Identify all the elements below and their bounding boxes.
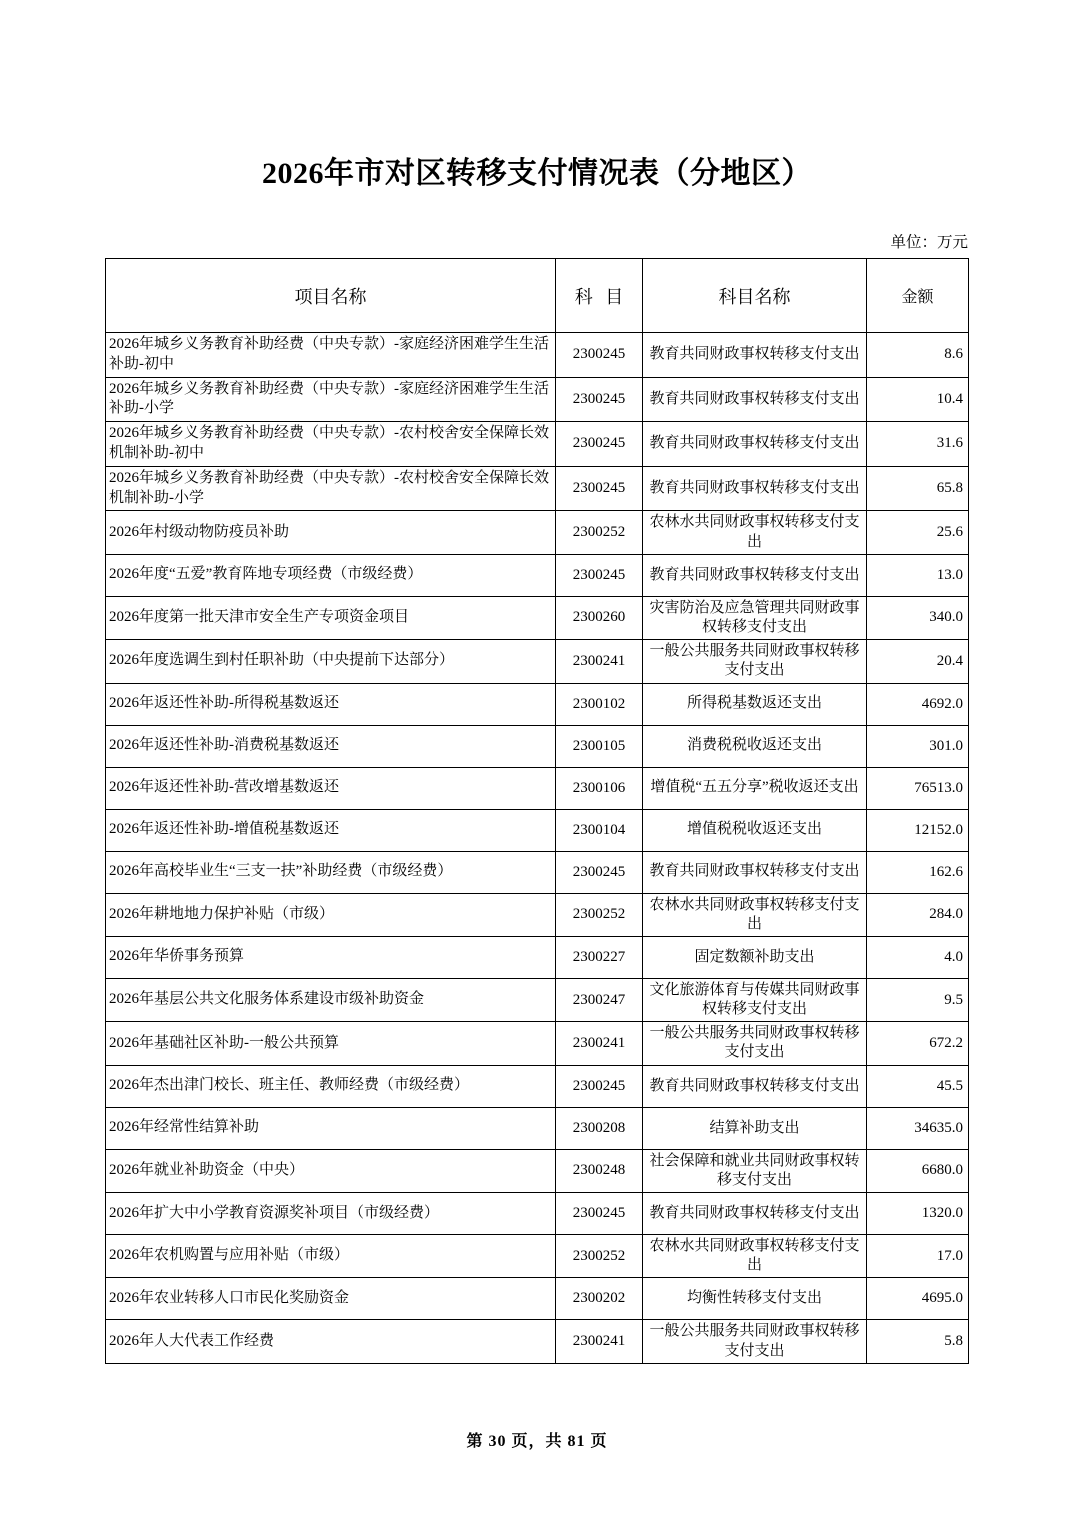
table-row (106, 936, 969, 978)
table-row (106, 809, 969, 851)
cell-subject-name: 农林水共同财政事权转移支付支出 (643, 893, 867, 936)
table-row (106, 596, 969, 639)
cell-amount: 65.8 (867, 466, 969, 511)
table-row (106, 1278, 969, 1320)
cell-amount: 672.2 (867, 1022, 969, 1065)
page-title: 2026年市对区转移支付情况表（分地区） (262, 157, 812, 190)
cell-amount: 20.4 (867, 640, 969, 683)
cell-project-name: 2026年农业转移人口市民化奖励资金 (106, 1278, 556, 1320)
cell-project-name: 2026年扩大中小学教育资源奖补项目（市级经费） (106, 1193, 556, 1235)
cell-subject-code: 2300227 (556, 936, 643, 978)
cell-project-name: 2026年农机购置与应用补贴（市级） (106, 1235, 556, 1278)
cell-amount: 12152.0 (867, 809, 969, 851)
cell-subject-name: 农林水共同财政事权转移支付支出 (643, 1235, 867, 1278)
cell-subject-code: 2300245 (556, 554, 643, 596)
cell-amount: 4692.0 (867, 683, 969, 725)
cell-subject-code: 2300247 (556, 978, 643, 1021)
cell-subject-code: 2300102 (556, 683, 643, 725)
table-row (106, 333, 969, 378)
cell-subject-name: 教育共同财政事权转移支付支出 (643, 377, 867, 422)
cell-project-name: 2026年返还性补助-所得税基数返还 (106, 683, 556, 725)
cell-amount: 9.5 (867, 978, 969, 1021)
cell-project-name: 2026年返还性补助-增值税基数返还 (106, 809, 556, 851)
cell-amount: 76513.0 (867, 767, 969, 809)
cell-project-name: 2026年人大代表工作经费 (106, 1320, 556, 1363)
cell-project-name: 2026年杰出津门校长、班主任、教师经费（市级经费） (106, 1065, 556, 1107)
column-header-subject-name: 科目名称 (643, 259, 867, 333)
cell-subject-name: 消费税税收返还支出 (643, 725, 867, 767)
cell-project-name: 2026年返还性补助-营改增基数返还 (106, 767, 556, 809)
cell-amount: 4.0 (867, 936, 969, 978)
table-row (106, 893, 969, 936)
cell-amount: 31.6 (867, 422, 969, 467)
column-header-project-name: 项目名称 (106, 259, 556, 333)
cell-subject-code: 2300252 (556, 511, 643, 554)
cell-subject-code: 2300248 (556, 1149, 643, 1192)
cell-amount: 340.0 (867, 596, 969, 639)
table-row (106, 1022, 969, 1065)
table-row (106, 1107, 969, 1149)
cell-subject-code: 2300245 (556, 1065, 643, 1107)
table-row (106, 554, 969, 596)
cell-subject-code: 2300105 (556, 725, 643, 767)
cell-subject-name: 增值税税收返还支出 (643, 809, 867, 851)
table-header-row (106, 259, 969, 333)
cell-subject-name: 一般公共服务共同财政事权转移支付支出 (643, 1320, 867, 1363)
cell-amount: 13.0 (867, 554, 969, 596)
cell-subject-name: 增值税“五五分享”税收返还支出 (643, 767, 867, 809)
cell-subject-code: 2300202 (556, 1278, 643, 1320)
cell-subject-code: 2300245 (556, 377, 643, 422)
cell-subject-code: 2300104 (556, 809, 643, 851)
cell-subject-name: 一般公共服务共同财政事权转移支付支出 (643, 640, 867, 683)
cell-amount: 45.5 (867, 1065, 969, 1107)
cell-amount: 6680.0 (867, 1149, 969, 1192)
table-row (106, 767, 969, 809)
page-footer (0, 1428, 1074, 1451)
cell-subject-name: 灾害防治及应急管理共同财政事权转移支付支出 (643, 596, 867, 639)
cell-project-name: 2026年华侨事务预算 (106, 936, 556, 978)
cell-project-name: 2026年度第一批天津市安全生产专项资金项目 (106, 596, 556, 639)
table-row (106, 725, 969, 767)
cell-subject-name: 所得税基数返还支出 (643, 683, 867, 725)
cell-subject-name: 教育共同财政事权转移支付支出 (643, 1193, 867, 1235)
cell-subject-name: 结算补助支出 (643, 1107, 867, 1149)
cell-project-name: 2026年返还性补助-消费税基数返还 (106, 725, 556, 767)
cell-project-name: 2026年度“五爱”教育阵地专项经费（市级经费） (106, 554, 556, 596)
table-row (106, 683, 969, 725)
cell-subject-name: 教育共同财政事权转移支付支出 (643, 333, 867, 378)
cell-subject-code: 2300241 (556, 640, 643, 683)
cell-subject-name: 教育共同财政事权转移支付支出 (643, 422, 867, 467)
table-row (106, 511, 969, 554)
table-row (106, 1320, 969, 1363)
cell-project-name: 2026年高校毕业生“三支一扶”补助经费（市级经费） (106, 851, 556, 893)
cell-subject-name: 教育共同财政事权转移支付支出 (643, 851, 867, 893)
cell-project-name: 2026年耕地地力保护补贴（市级） (106, 893, 556, 936)
cell-project-name: 2026年村级动物防疫员补助 (106, 511, 556, 554)
cell-project-name: 2026年基层公共文化服务体系建设市级补助资金 (106, 978, 556, 1021)
cell-subject-name: 农林水共同财政事权转移支付支出 (643, 511, 867, 554)
cell-project-name: 2026年就业补助资金（中央） (106, 1149, 556, 1192)
cell-subject-code: 2300252 (556, 893, 643, 936)
column-header-amount: 金额 (867, 259, 969, 333)
cell-subject-name: 教育共同财政事权转移支付支出 (643, 466, 867, 511)
cell-project-name: 2026年度选调生到村任职补助（中央提前下达部分） (106, 640, 556, 683)
cell-subject-code: 2300208 (556, 1107, 643, 1149)
cell-amount: 4695.0 (867, 1278, 969, 1320)
table-row (106, 1149, 969, 1192)
cell-project-name: 2026年经常性结算补助 (106, 1107, 556, 1149)
cell-subject-name: 教育共同财政事权转移支付支出 (643, 1065, 867, 1107)
cell-project-name: 2026年城乡义务教育补助经费（中央专款）-家庭经济困难学生生活补助-初中 (106, 333, 556, 378)
cell-subject-name: 社会保障和就业共同财政事权转移支付支出 (643, 1149, 867, 1192)
cell-subject-code: 2300245 (556, 851, 643, 893)
table-row (106, 1193, 969, 1235)
cell-subject-code: 2300260 (556, 596, 643, 639)
cell-project-name: 2026年基础社区补助-一般公共预算 (106, 1022, 556, 1065)
cell-amount: 162.6 (867, 851, 969, 893)
cell-subject-code: 2300245 (556, 466, 643, 511)
cell-subject-name: 教育共同财政事权转移支付支出 (643, 554, 867, 596)
cell-project-name: 2026年城乡义务教育补助经费（中央专款）-农村校舍安全保障长效机制补助-小学 (106, 466, 556, 511)
cell-amount: 301.0 (867, 725, 969, 767)
table-row (106, 377, 969, 422)
cell-amount: 10.4 (867, 377, 969, 422)
cell-subject-code: 2300245 (556, 1193, 643, 1235)
cell-subject-code: 2300241 (556, 1022, 643, 1065)
table-row (106, 1065, 969, 1107)
cell-project-name: 2026年城乡义务教育补助经费（中央专款）-家庭经济困难学生生活补助-小学 (106, 377, 556, 422)
transfer-payment-table (105, 258, 969, 1364)
table-row (106, 978, 969, 1021)
cell-subject-name: 文化旅游体育与传媒共同财政事权转移支付支出 (643, 978, 867, 1021)
cell-subject-name: 一般公共服务共同财政事权转移支付支出 (643, 1022, 867, 1065)
table-row (106, 466, 969, 511)
cell-amount: 1320.0 (867, 1193, 969, 1235)
page-number-text: 第 30 页，共 81 页 (466, 1433, 608, 1450)
cell-amount: 17.0 (867, 1235, 969, 1278)
cell-project-name: 2026年城乡义务教育补助经费（中央专款）-农村校舍安全保障长效机制补助-初中 (106, 422, 556, 467)
cell-subject-code: 2300245 (556, 422, 643, 467)
table-row (106, 422, 969, 467)
cell-subject-code: 2300106 (556, 767, 643, 809)
cell-amount: 5.8 (867, 1320, 969, 1363)
unit-label: 单位：万元 (890, 234, 968, 251)
cell-amount: 284.0 (867, 893, 969, 936)
cell-amount: 25.6 (867, 511, 969, 554)
cell-subject-name: 均衡性转移支付支出 (643, 1278, 867, 1320)
cell-subject-name: 固定数额补助支出 (643, 936, 867, 978)
cell-subject-code: 2300241 (556, 1320, 643, 1363)
table-row (106, 1235, 969, 1278)
column-header-code: 科 目 (556, 259, 643, 333)
table-row (106, 640, 969, 683)
cell-amount: 34635.0 (867, 1107, 969, 1149)
cell-subject-code: 2300245 (556, 333, 643, 378)
cell-subject-code: 2300252 (556, 1235, 643, 1278)
cell-amount: 8.6 (867, 333, 969, 378)
table-row (106, 851, 969, 893)
